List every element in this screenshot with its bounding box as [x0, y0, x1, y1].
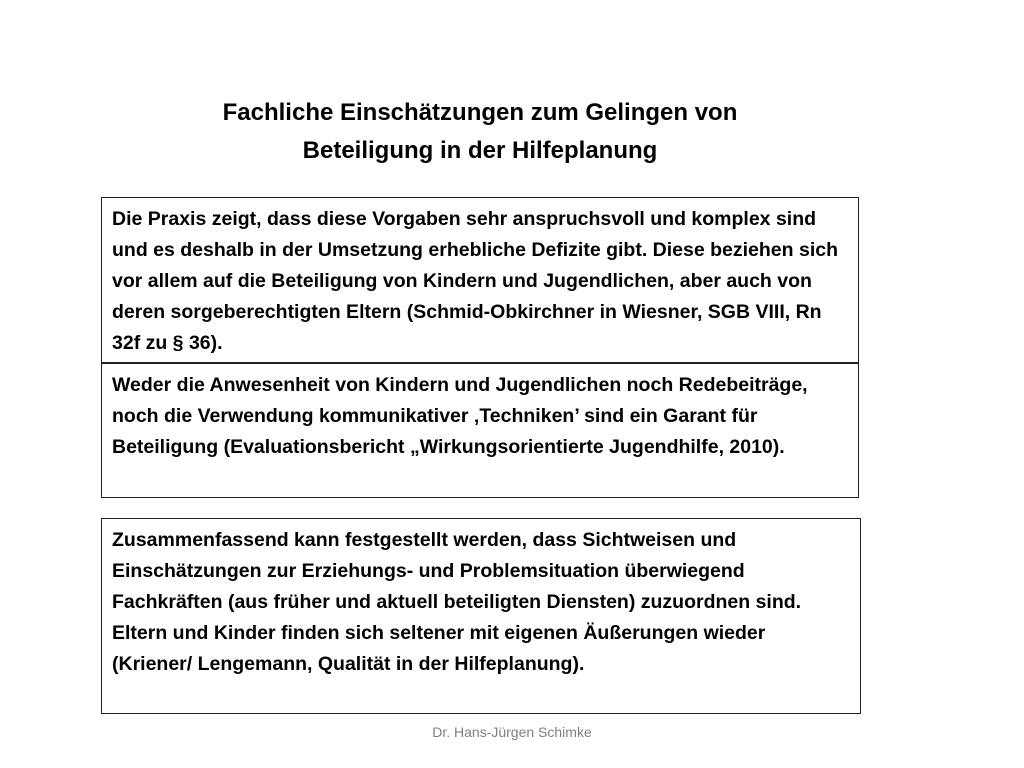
text-box-praxis: [101, 197, 859, 363]
text-box-beteiligung: [101, 363, 859, 498]
text-box-beteiligung-text: Weder die Anwesenheit von Kindern und Jugendlichen noch Redebeiträge, noch die Verwendung kommunikativer ‚Techniken’ sind ein Garant für Beteiligung (Evaluationsbericht „Wirkungsorientierte Jugendhilfe, 2010).: [112, 374, 808, 458]
text-box-praxis-text: Die Praxis zeigt, dass diese Vorgaben sehr anspruchsvoll und komplex sind und es deshalb in der Umsetzung erhebliche Defizite gibt. Diese beziehen sich vor allem auf die Beteiligung von Kindern und Jugendlichen, aber auch von deren sorgeberechtigten Eltern (Schmid-Obkirchner in Wiesner, SGB VIII, Rn 32f zu § 36).: [112, 208, 838, 354]
slide-title: [120, 94, 840, 170]
title-line-2: Beteiligung in der Hilfeplanung: [302, 137, 658, 164]
footer-author: Dr. Hans-Jürgen Schimke: [432, 724, 592, 740]
text-box-zusammenfassung-para-2: Eltern und Kinder finden sich seltener mit eigenen Äußerungen wieder (Kriener/ Lengemann, Qualität in der Hilfeplanung).: [112, 622, 766, 675]
text-box-zusammenfassung: [101, 518, 861, 714]
title-line-1: Fachliche Einschätzungen zum Gelingen von: [222, 99, 738, 126]
text-box-zusammenfassung-para-1: Zusammenfassend kann festgestellt werden, dass Sichtweisen und Einschätzungen zur Erziehungs- und Problemsituation überwiegend Fachkräften (aus früher und aktuell beteiligten Diensten) zuzuordnen sind.: [112, 529, 802, 613]
